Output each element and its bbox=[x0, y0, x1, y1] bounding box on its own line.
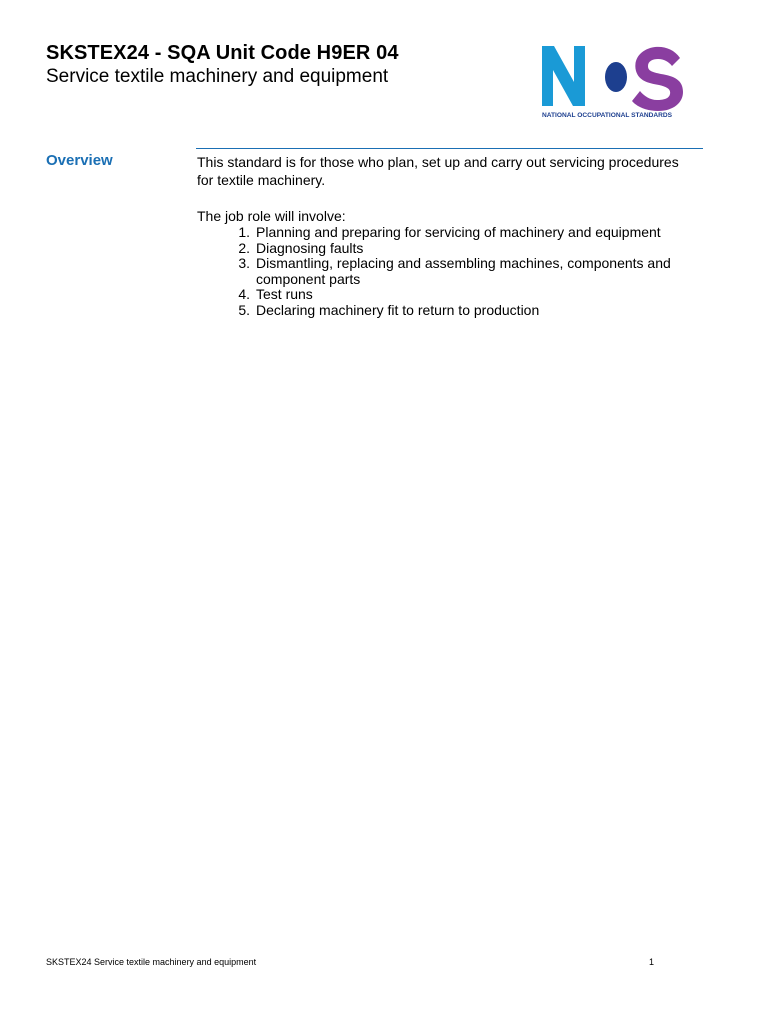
list-item-text: Diagnosing faults bbox=[256, 239, 364, 256]
list-item-text: Declaring machinery fit to return to production bbox=[256, 301, 540, 318]
list-item bbox=[197, 241, 697, 257]
overview-heading: Overview bbox=[46, 152, 113, 169]
job-role-intro: The job role will involve: bbox=[197, 208, 346, 224]
list-item-number: 5. bbox=[238, 301, 250, 318]
list-item-text: Dismantling, replacing and assembling machines, components and component parts bbox=[256, 255, 671, 287]
overview-paragraph: This standard is for those who plan, set up and carry out servicing procedures for textile machinery. bbox=[197, 154, 679, 188]
page-number: 1 bbox=[649, 957, 655, 967]
list-item-number: 4. bbox=[238, 286, 250, 303]
nos-logo bbox=[540, 44, 690, 120]
list-item-text: Test runs bbox=[256, 286, 313, 303]
list-item bbox=[197, 287, 697, 303]
list-item bbox=[197, 256, 697, 287]
list-item-number: 1. bbox=[238, 224, 250, 240]
logo-caption: NATIONAL OCCUPATIONAL STANDARDS bbox=[542, 112, 673, 119]
list-item bbox=[197, 225, 697, 241]
list-item-number: 3. bbox=[238, 255, 250, 272]
document-title: SKSTEX24 - SQA Unit Code H9ER 04 bbox=[46, 42, 399, 64]
list-item-text: Planning and preparing for servicing of machinery and equipment bbox=[256, 224, 661, 240]
list-item bbox=[197, 303, 697, 319]
nos-logo-graphic bbox=[540, 44, 690, 120]
list-item-number: 2. bbox=[238, 239, 250, 256]
document-subtitle: Service textile machinery and equipment bbox=[46, 66, 389, 87]
section-divider bbox=[196, 148, 703, 149]
footer-title: SKSTEX24 Service textile machinery and equipment bbox=[46, 957, 257, 967]
job-role-list bbox=[197, 225, 697, 319]
overview-body bbox=[197, 153, 697, 319]
